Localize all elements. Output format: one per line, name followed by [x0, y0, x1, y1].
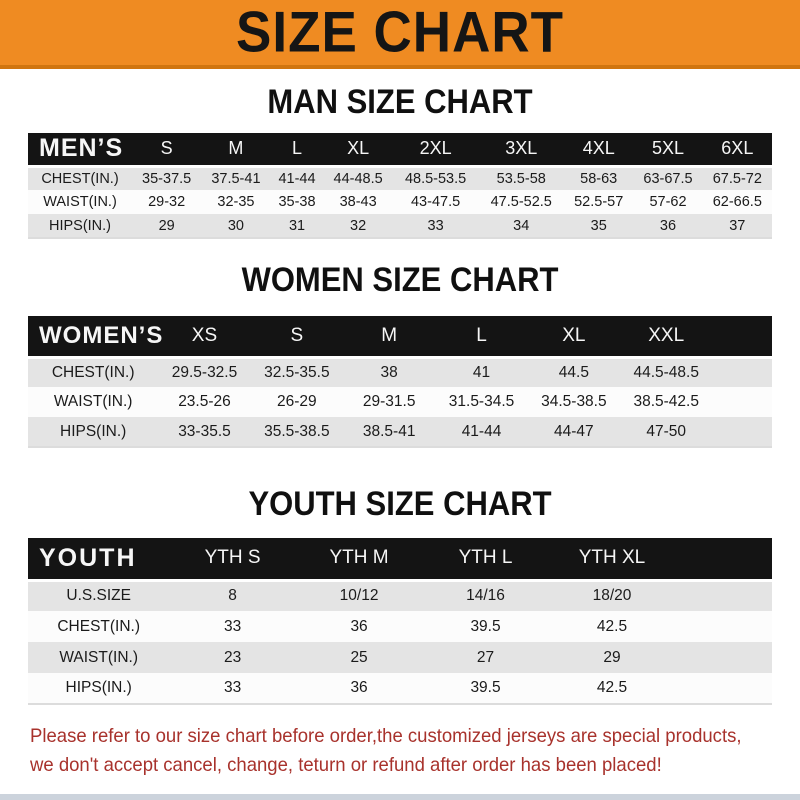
size-value: 48.5-53.5	[404, 170, 467, 187]
size-value: 33	[223, 679, 242, 696]
size-value: 42.5	[596, 679, 628, 696]
column-header: 3XL	[478, 133, 564, 166]
row-label: HIPS(IN.)	[60, 422, 127, 440]
size-value: 44-47	[554, 422, 594, 440]
page-title: SIZE CHART	[236, 0, 564, 65]
size-value: 35.5-38.5	[264, 422, 330, 440]
blank-header	[675, 538, 772, 580]
size-value: 33	[427, 217, 444, 234]
blank-value	[712, 417, 772, 447]
size-value: 10/12	[339, 587, 379, 605]
column-header: S	[132, 133, 201, 166]
column-header: L	[271, 133, 324, 166]
size-value: 44.5	[558, 363, 589, 381]
column-header: L	[435, 316, 527, 357]
column-header: S	[251, 316, 343, 357]
size-value: 23	[223, 648, 242, 666]
table-body	[28, 580, 772, 704]
row-label: WAIST(IN.)	[43, 194, 117, 210]
table-row	[28, 357, 772, 387]
size-value: 37.5-41	[211, 170, 261, 187]
size-value: 41-44	[278, 170, 316, 187]
size-value: 42.5	[596, 617, 628, 635]
column-header: 4XL	[564, 133, 633, 166]
size-value: 23.5-26	[178, 393, 231, 410]
blank-value	[675, 580, 772, 611]
size-value: 67.5-72	[712, 170, 762, 187]
table-corner-label: YOUTH	[28, 538, 169, 580]
column-header: XL	[528, 316, 620, 357]
size-value: 43-47.5	[410, 194, 461, 210]
size-value: 47.5-52.5	[490, 194, 552, 210]
youth-section-heading: YOUTH SIZE CHART	[248, 483, 552, 524]
disclaimer-line-2: we don't accept cancel, change, teturn or refund after order has been placed!	[30, 754, 662, 776]
row-label: WAIST(IN.)	[59, 648, 138, 666]
table-row	[28, 387, 772, 417]
table-corner-label: WOMEN’S	[28, 316, 158, 357]
column-header: YTH L	[422, 538, 548, 580]
size-value: 53.5-58	[496, 170, 546, 187]
table-row	[28, 611, 772, 642]
table-row	[28, 673, 772, 704]
section-men	[0, 81, 800, 239]
size-value: 41	[472, 363, 491, 381]
size-value: 35	[590, 217, 607, 234]
size-value: 52.5-57	[574, 194, 624, 210]
size-value: 36	[350, 679, 368, 696]
size-value: 34	[513, 217, 530, 234]
column-header: XL	[323, 133, 392, 166]
size-value: 44.5-48.5	[633, 363, 699, 381]
table-header-bar	[28, 538, 772, 580]
bottom-edge-strip	[0, 794, 800, 800]
blank-header	[712, 316, 772, 357]
row-label: CHEST(IN.)	[41, 170, 119, 187]
size-value: 32.5-35.5	[264, 363, 330, 381]
section-youth	[0, 483, 800, 705]
table-row	[28, 190, 772, 214]
row-label: WAIST(IN.)	[53, 393, 133, 410]
column-header: YTH S	[169, 538, 295, 580]
table-corner-label: MEN’S	[28, 133, 132, 166]
row-label: HIPS(IN.)	[48, 217, 112, 234]
size-value: 27	[476, 648, 495, 666]
column-header: XXL	[620, 316, 712, 357]
size-value: 39.5	[470, 679, 501, 696]
size-value: 31.5-34.5	[448, 393, 515, 410]
column-header: YTH M	[296, 538, 422, 580]
section-women	[0, 259, 800, 448]
size-value: 35-37.5	[142, 170, 192, 187]
size-value: 8	[228, 587, 237, 605]
header-row	[28, 538, 772, 580]
blank-value	[712, 357, 772, 387]
column-header: YTH XL	[549, 538, 675, 580]
size-value: 29	[603, 648, 621, 666]
size-value: 34.5-38.5	[541, 393, 607, 410]
women-size-table	[28, 316, 772, 448]
size-value: 29-32	[148, 194, 186, 210]
table-body	[28, 166, 772, 238]
size-value: 58-63	[580, 170, 618, 187]
column-header: M	[343, 316, 435, 357]
size-value: 35-38	[278, 194, 316, 210]
size-value: 63-67.5	[643, 170, 693, 187]
column-header: M	[201, 133, 270, 166]
column-header: 5XL	[633, 133, 702, 166]
header-row	[28, 316, 772, 357]
size-value: 25	[350, 648, 368, 666]
size-value: 29.5-32.5	[171, 363, 238, 381]
size-value: 62-66.5	[712, 194, 762, 210]
youth-size-table	[28, 538, 772, 705]
size-value: 57-62	[649, 194, 687, 210]
table-row	[28, 417, 772, 447]
size-value: 33	[223, 617, 242, 635]
size-value: 36	[659, 217, 677, 234]
blank-value	[712, 387, 772, 417]
size-value: 41-44	[461, 422, 502, 440]
row-label: U.S.SIZE	[66, 587, 131, 605]
column-header: XS	[158, 316, 250, 357]
orange-banner	[0, 0, 800, 69]
blank-value	[675, 611, 772, 642]
size-value: 33-35.5	[178, 422, 231, 440]
size-value: 26-29	[277, 393, 317, 410]
disclaimer-line-1: Please refer to our size chart before order,the customized jerseys are special products,	[30, 725, 742, 747]
size-value: 18/20	[592, 587, 632, 605]
column-header: 2XL	[393, 133, 479, 166]
size-value: 36	[350, 617, 368, 635]
size-value: 38.5-41	[362, 422, 416, 440]
size-value: 47-50	[646, 422, 687, 440]
size-value: 44-48.5	[333, 170, 383, 187]
table-row	[28, 214, 772, 238]
row-label: CHEST(IN.)	[51, 363, 135, 381]
table-row	[28, 580, 772, 611]
size-value: 38-43	[339, 194, 377, 210]
size-value: 31	[288, 217, 306, 234]
disclaimer-note	[30, 722, 800, 780]
table-row	[28, 642, 772, 673]
men-size-table	[28, 133, 772, 239]
size-value: 30	[227, 217, 244, 234]
header-row	[28, 133, 772, 166]
size-value: 32-35	[217, 194, 255, 210]
row-label: HIPS(IN.)	[65, 679, 132, 696]
blank-value	[675, 642, 772, 673]
table-body	[28, 357, 772, 447]
size-value: 14/16	[466, 587, 505, 605]
size-value: 39.5	[470, 617, 501, 635]
size-value: 29	[158, 217, 175, 234]
table-header-bar	[28, 316, 772, 357]
row-label: CHEST(IN.)	[57, 617, 141, 635]
blank-value	[675, 673, 772, 704]
size-value: 38	[380, 363, 398, 381]
table-header-bar	[28, 133, 772, 166]
men-section-heading: MAN SIZE CHART	[267, 81, 533, 122]
column-header: 6XL	[703, 133, 772, 166]
size-value: 37	[729, 217, 746, 234]
table-row	[28, 166, 772, 190]
women-section-heading: WOMEN SIZE CHART	[241, 259, 559, 300]
size-value: 32	[350, 217, 367, 234]
size-value: 38.5-42.5	[633, 393, 699, 410]
size-value: 29-31.5	[362, 393, 416, 410]
